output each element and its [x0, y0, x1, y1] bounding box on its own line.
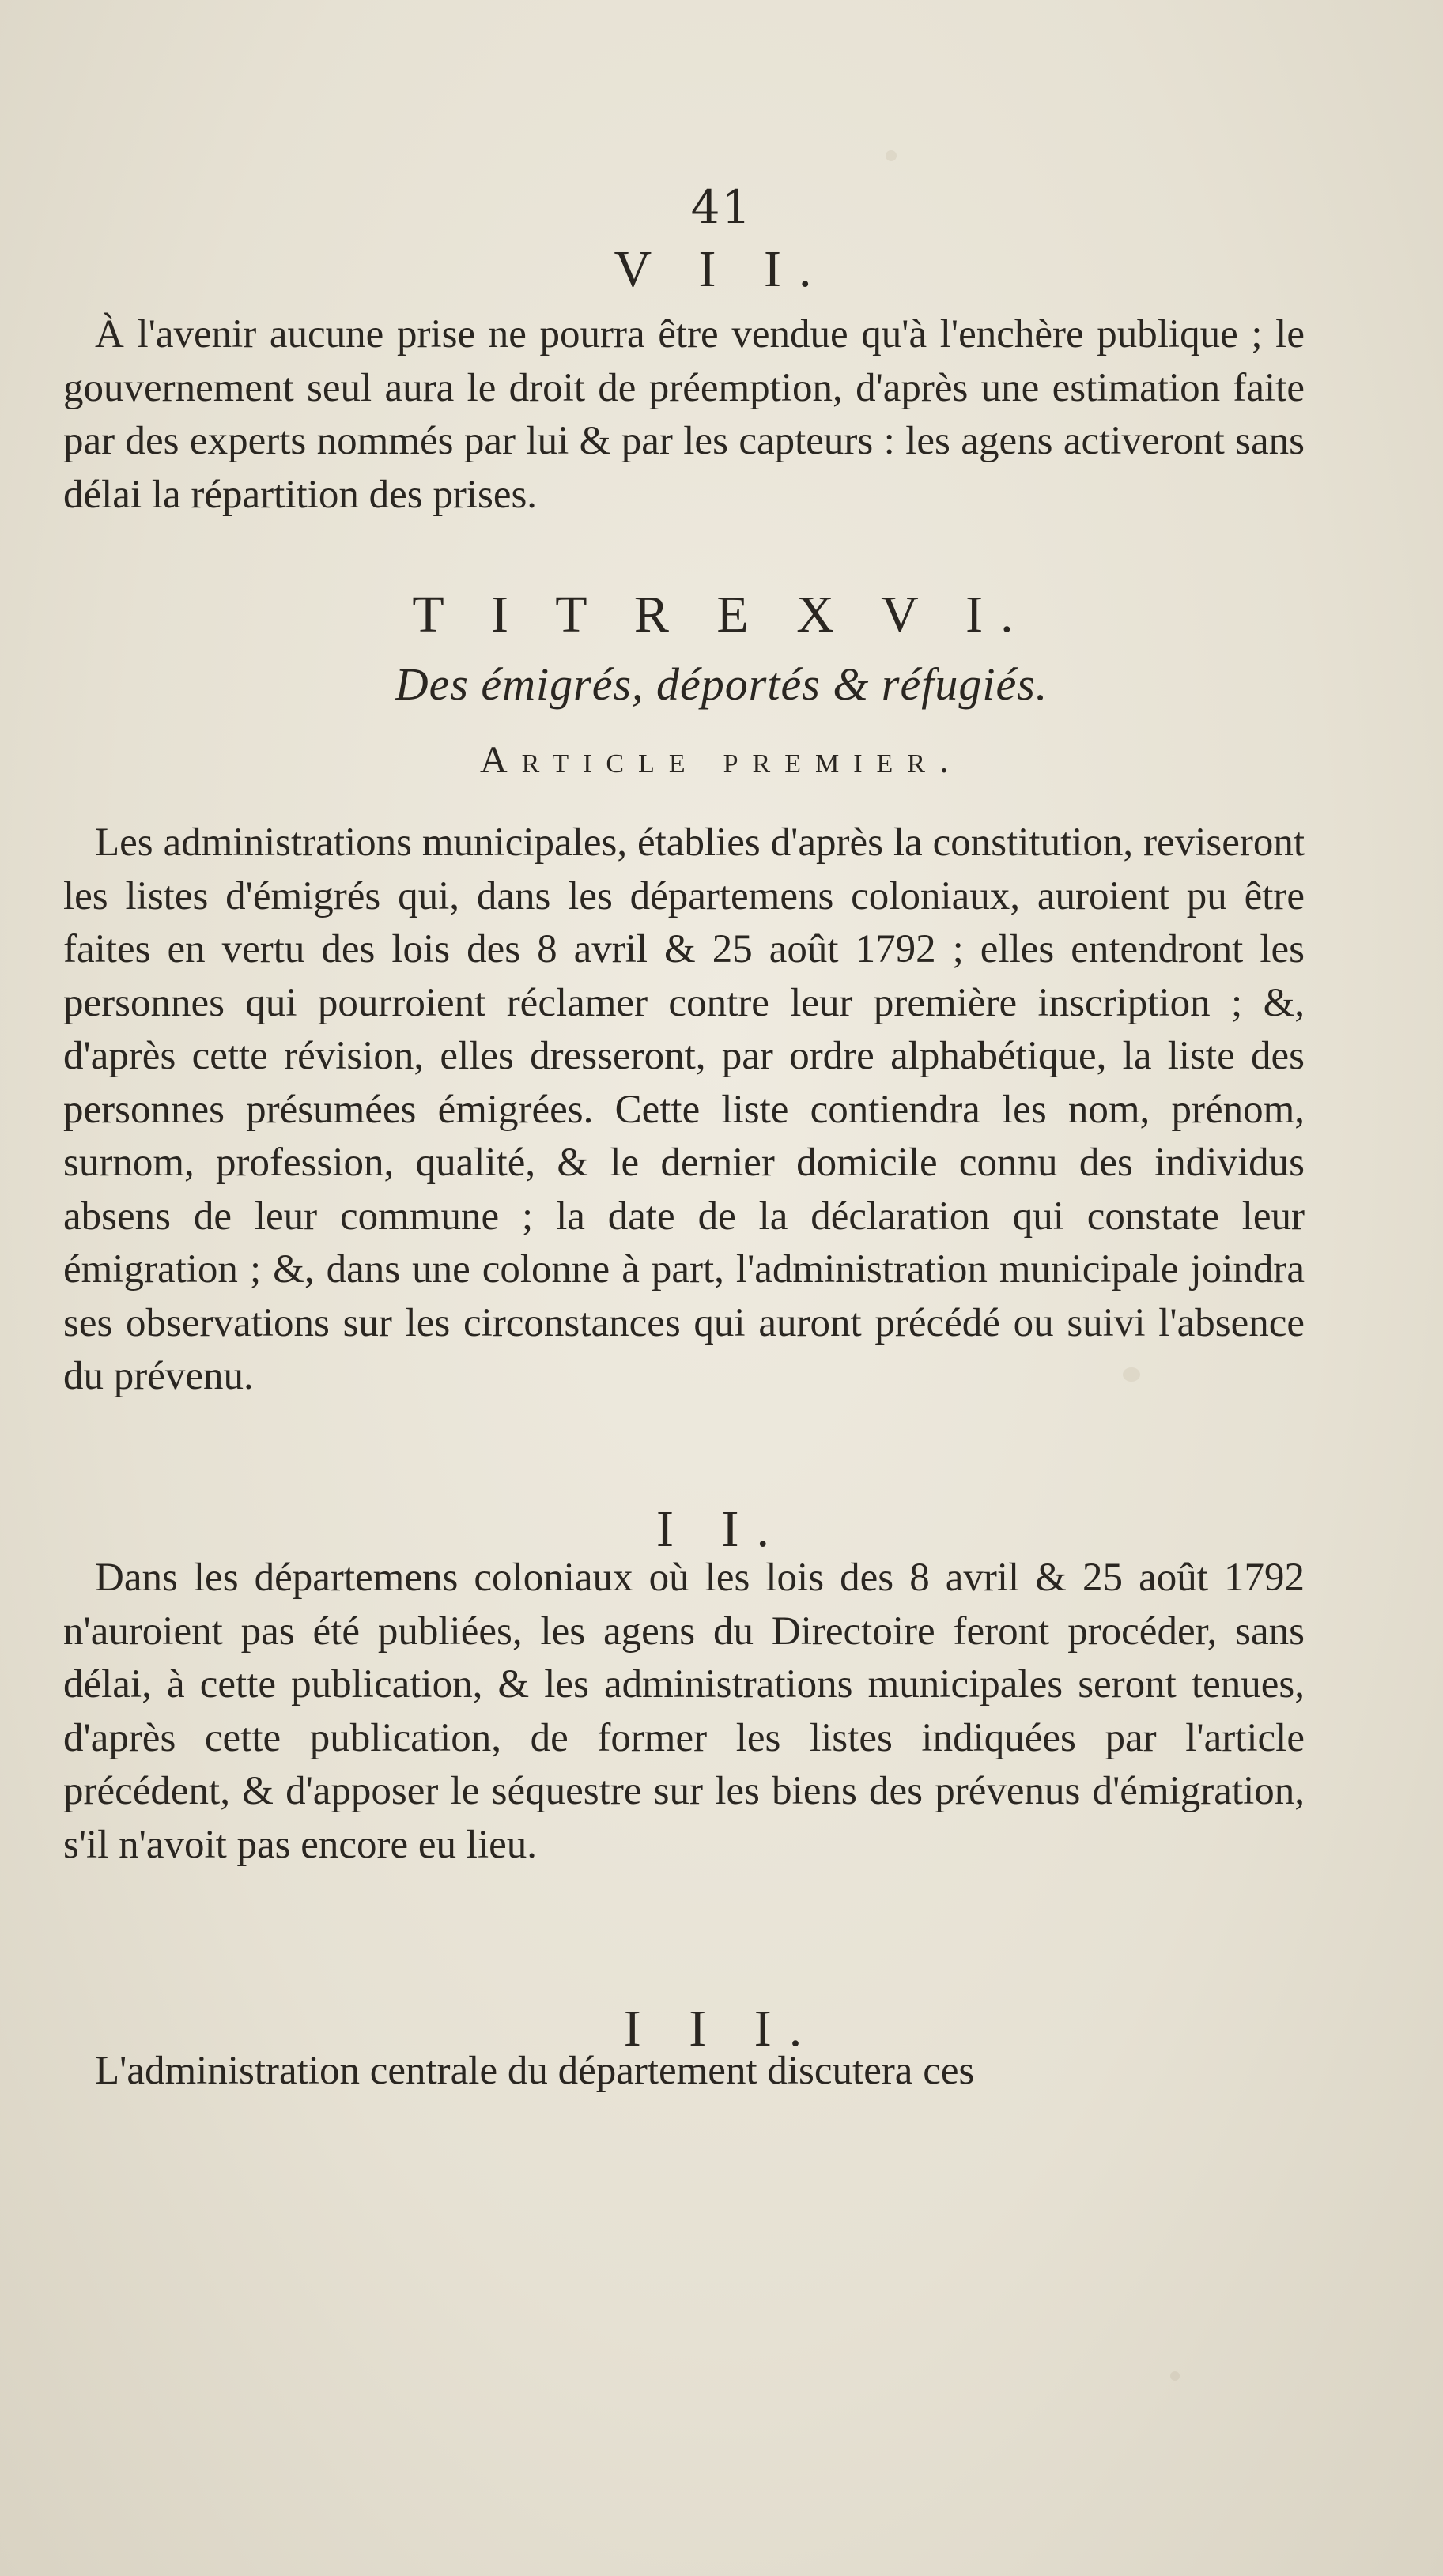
paragraph: Les administrations municipales, établies d'après la constitution, reviseront les listes d'émigrés qui, dans les départemens coloniaux, auroient pu être faites en vertu des lois des 8 avril & 25 août 1792 ; elles entendront les personnes qui pourroient réclamer contre leur première inscription ; &, d'après cette révision, elles dresseront, par ordre alphabétique, la liste des personnes présumées émigrées. Cette liste contiendra les nom, prénom, surnom, profession, qualité, & le dernier domicile connu des individus absens de leur commune ; la date de la déclaration qui constate leur émigration ; &, dans une colonne à part, l'administration municipale joindra ses observations sur les circonstances qui auront précédé ou suivi l'absence du prévenu.: [63, 820, 1305, 1398]
paper-stain: [1170, 2371, 1180, 2381]
paper-stain: [886, 150, 897, 161]
paragraph: L'administration centrale du département discutera ces: [95, 2049, 975, 2093]
section-heading-iii: I I I.: [623, 2000, 820, 2057]
article-premier-body: [63, 817, 1305, 1404]
paragraph: À l'avenir aucune prise ne pourra être vendue qu'à l'enchère publique ; le gouvernement seul aura le droit de préemption, d'après une estimation faite par des experts nommés par lui & par les capteurs : les agens activeront sans délai la répartition des prises.: [63, 312, 1305, 517]
paragraph: Dans les départemens coloniaux où les lois des 8 avril & 25 août 1792 n'auroient pas été publiées, les agens du Directoire feront procéder, sans délai, à cette publication, & les administrations municipales seront tenues, d'après cette publication, de former les listes indiquées par l'article précédent, & d'apposer le séquestre sur les biens des prévenus d'émigration, s'il n'avoit pas encore eu lieu.: [63, 1556, 1305, 1867]
section-ii-body: [63, 1552, 1305, 1872]
page-number: 41: [690, 180, 753, 234]
title-subtitle: Des émigrés, déportés & réfugiés.: [395, 658, 1048, 710]
article-heading: Article premier.: [480, 739, 963, 781]
section-vii-body: [63, 308, 1305, 522]
section-heading-ii: I I.: [656, 1500, 787, 1558]
section-iii-body: [63, 2045, 1305, 2099]
title-heading: T I T R E X V I.: [412, 586, 1031, 643]
section-heading-vii: V I I.: [614, 240, 829, 298]
